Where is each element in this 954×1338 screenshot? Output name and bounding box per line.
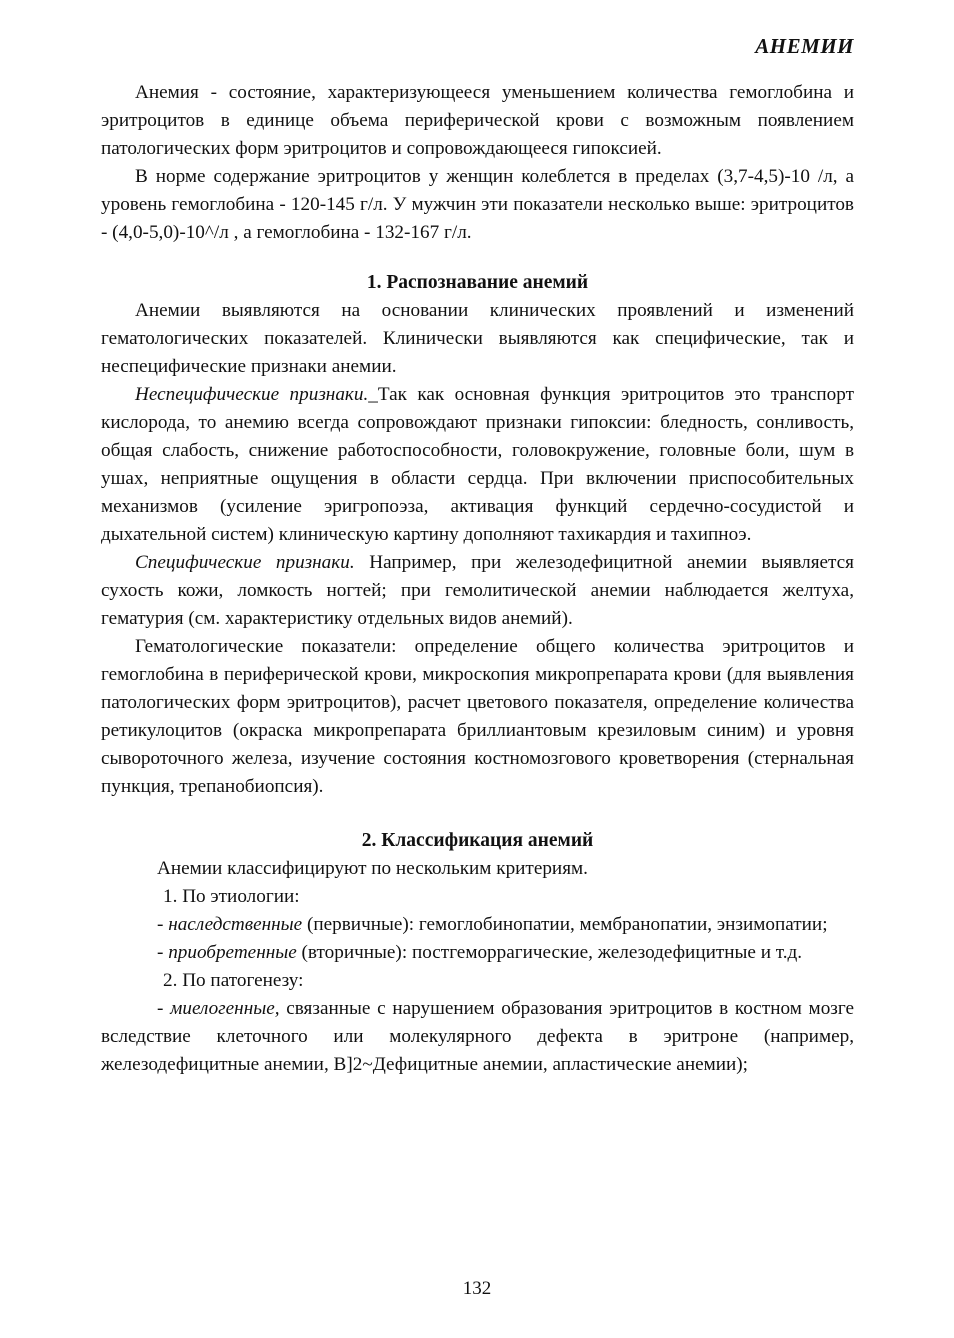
list-item-hereditary: [101, 911, 854, 939]
criterion-etiology: 1. По этиологии:: [163, 886, 300, 907]
myelogenous-text: связанные с нарушением образования эритроцитов в костном мозге вследствие клеточного или молекулярного дефекта в эритроне (например, железодефицитные анемии, В]2~Дефицитные анемии, апластические анемии);: [101, 998, 854, 1075]
criterion-pathogenesis: 2. По патогенезу:: [163, 970, 304, 991]
section-1-paragraph-1: Анемии выявляются на основании клинических проявлений и изменений гематологических показателей. Клинически выявляются как специфические, так и неспецифические признаки анемии.: [101, 300, 854, 377]
specific-signs-lead: Специфические признаки.: [135, 552, 355, 573]
list-item-acquired: [101, 939, 854, 967]
document-page: [101, 30, 854, 1320]
page-number: 132: [462, 1278, 492, 1299]
section-1-title: 1. Распознавание анемий: [366, 272, 589, 293]
list-dash: -: [157, 998, 171, 1019]
hereditary-term: наследственные: [168, 914, 303, 935]
running-head: АНЕМИИ: [755, 34, 854, 58]
intro-paragraph-1: Анемия - состояние, характеризующееся уменьшением количества гемоглобина и эритроцитов в единице объема периферической крови с возможным появлением патологических форм эритроцитов и сопровождающееся гипоксией.: [101, 82, 854, 159]
classification-intro: Анемии классифицируют по нескольким критериям.: [157, 858, 588, 879]
list-dash: -: [157, 914, 169, 935]
section-1-paragraph-3: [101, 549, 854, 633]
intro-paragraph-2: В норме содержание эритроцитов у женщин колеблется в пределах (3,7-4,5)-10 /л, а уровень гемоглобина - 120-145 г/л. У мужчин эти показатели несколько выше: эритроцитов - (4,0-5,0)-10^/л , а гемоглобина - 132-167 г/л.: [101, 166, 854, 243]
myelogenous-term: миелогенные,: [170, 998, 280, 1019]
acquired-text: (вторичные): постгеморрагические, железодефицитные и т.д.: [296, 942, 803, 963]
section-1-paragraph-2: [101, 381, 854, 549]
nonspecific-signs-text: Так как основная функция эритроцитов это транспорт кислорода, то анемию всегда сопровождают признаки гипоксии: бледность, сонливость, общая слабость, снижение работоспособности, головокружение, головные боли, шум в ушах, неприятные ощущения в области сердца. При включении приспособительных механизмов (усиление эригропоэза, активация функций сердечно-сосудистой и дыхательной систем) клиническую картину дополняют тахикардия и тахипноэ.: [101, 384, 854, 545]
section-2-title: 2. Классификация анемий: [361, 830, 594, 851]
specific-signs-text: Например, при железодефицитной анемии выявляется сухость кожи, ломкость ногтей; при гемолитической анемии наблюдается желтуха, гематурия (см. характеристику отдельных видов анемий).: [101, 552, 854, 629]
list-dash: -: [157, 942, 169, 963]
hereditary-text: (первичные): гемоглобинопатии, мембранопатии, энзимопатии;: [302, 914, 828, 935]
section-1-paragraph-4: Гематологические показатели: определение общего количества эритроцитов и гемоглобина в периферической крови, микроскопия микропрепарата крови (для выявления патологических форм эритроцитов), расчет цветового показателя, определение количества ретикулоцитов (окраска микропрепарата бриллиантовым крезиловым синим) и уровня сывороточного железа, изучение состояния костномозгового кроветворения (стернальная пункция, трепанобиопсия).: [101, 636, 854, 797]
acquired-term: приобретенные: [168, 942, 297, 963]
nonspecific-signs-lead: Неспецифические признаки._: [135, 384, 378, 405]
list-item-myelogenous: [101, 995, 854, 1079]
